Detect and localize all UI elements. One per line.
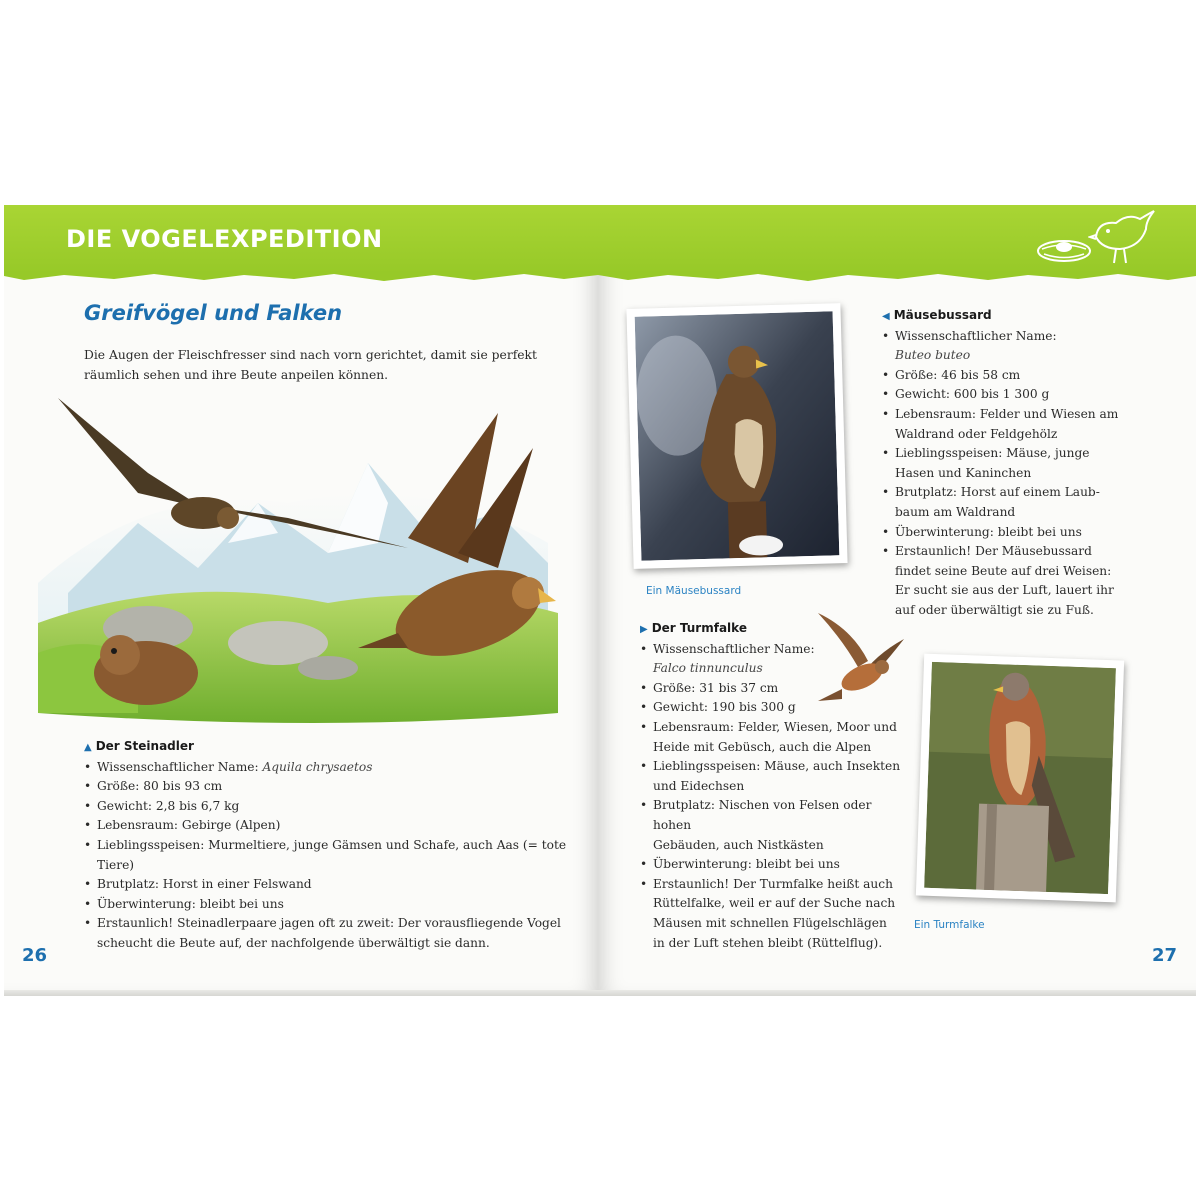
intro-text: Die Augen der Fleischfresser sind nach vorn gerichtet, damit sie perfekt räumlich sehen und ihre Beute anpeilen können.: [84, 348, 537, 382]
fact-item: • Wissenschaftlicher Name:: [640, 640, 910, 660]
fact-item: • Gewicht: 190 bis 300 g: [640, 698, 910, 718]
fact-item: • Größe: 46 bis 58 cm: [882, 366, 1182, 386]
fact-item: • Lebensraum: Gebirge (Alpen): [84, 816, 574, 836]
fact-item: Rüttelfalke, weil er auf der Suche nach: [653, 896, 896, 911]
fact-item: • Wissenschaftlicher Name:: [882, 327, 1182, 347]
fact-item: • Überwinterung: bleibt bei uns: [640, 855, 910, 875]
kestrel-caption: Ein Turmfalke: [914, 919, 985, 931]
buzzard-title: ◀ Mäusebussard: [882, 308, 992, 322]
right-page: [598, 205, 1196, 990]
triangle-marker-icon: ▲: [84, 742, 92, 753]
fact-item: auf oder überwältigt sie zu Fuß.: [895, 602, 1094, 617]
fact-item: Gebäuden, auch Nistkästen: [653, 837, 824, 852]
triangle-marker-icon: ◀: [882, 311, 890, 322]
fact-item: • Größe: 31 bis 37 cm: [640, 679, 910, 699]
fact-item: in der Luft stehen bleibt (Rüttelflug).: [653, 935, 883, 950]
fact-item: • Überwinterung: bleibt bei uns: [882, 523, 1182, 543]
open-book: [4, 205, 1196, 995]
buzzard-photo: [626, 303, 847, 569]
fact-item: • Wissenschaftlicher Name: Aquila chrysaetos: [84, 758, 574, 778]
torn-edge: [598, 271, 1196, 283]
fact-item: • Größe: 80 bis 93 cm: [84, 777, 574, 797]
fact-item: Hasen und Kaninchen: [895, 465, 1032, 480]
latin-name: Falco tinnunculus: [653, 661, 763, 676]
fact-item: • Lebensraum: Felder und Wiesen am: [882, 405, 1182, 425]
banner-left: [4, 205, 598, 273]
bird-doodle-icon: [1088, 207, 1158, 269]
page-heading: Greifvögel und Falken: [84, 301, 343, 325]
buzzard-caption: Ein Mäusebussard: [646, 585, 742, 597]
torn-edge: [4, 271, 598, 283]
triangle-marker-icon: ▶: [640, 624, 648, 635]
steinadler-facts: [84, 737, 574, 954]
banner-right: [598, 205, 1196, 273]
fact-item: • Erstaunlich! Der Turmfalke heißt auch: [640, 875, 910, 895]
fact-item: Mäusen mit schnellen Flügelschlägen: [653, 915, 887, 930]
fact-item: • Lieblingsspeisen: Murmeltiere, junge Gämsen und Schafe, auch Aas (= tote Tiere): [84, 836, 574, 875]
fact-item: • Erstaunlich! Steinadlerpaare jagen oft zu zweit: Der vorausfliegende Vogel scheucht die Beute auf, der nachfolgende überwältigt sie dann.: [84, 914, 574, 953]
book-edge: [4, 990, 1196, 996]
flying-kestrel-illustration: [812, 609, 908, 711]
fact-item: baum am Waldrand: [895, 504, 1016, 519]
kestrel-image: [924, 662, 1116, 894]
fact-item: • Gewicht: 600 bis 1 300 g: [882, 385, 1182, 405]
fact-item: Waldrand oder Feldgehölz: [895, 426, 1058, 441]
steinadler-title: ▲ Der Steinadler: [84, 739, 194, 753]
fact-item: • Lieblingsspeisen: Mäuse, auch Insekten: [640, 757, 910, 777]
fact-item: • Brutplatz: Nischen von Felsen oder hohen: [640, 796, 910, 835]
banner-title: DIE VOGELEXPEDITION: [66, 225, 383, 253]
fact-item: • Überwinterung: bleibt bei uns: [84, 895, 574, 915]
fact-item: • Brutplatz: Horst auf einem Laub-: [882, 483, 1182, 503]
page-number-left: 26: [22, 945, 48, 966]
fact-item: Heide mit Gebüsch, auch die Alpen: [653, 739, 872, 754]
fact-item: • Erstaunlich! Der Mäusebussard: [882, 542, 1182, 562]
fact-item: Er sucht sie aus der Luft, lauert ihr: [895, 583, 1114, 598]
buzzard-facts: [882, 306, 1182, 621]
fact-item: • Brutplatz: Horst in einer Felswand: [84, 875, 574, 895]
fact-item: und Eidechsen: [653, 778, 745, 793]
kestrel-title: ▶ Der Turmfalke: [640, 621, 747, 635]
left-page: [4, 205, 598, 990]
latin-name: Buteo buteo: [895, 348, 971, 363]
eagle-illustration: [28, 393, 568, 733]
fact-item: findet seine Beute auf drei Weisen:: [895, 563, 1112, 578]
kestrel-photo: [916, 654, 1124, 903]
buzzard-image: [635, 311, 840, 560]
fact-item: • Lieblingsspeisen: Mäuse, junge: [882, 444, 1182, 464]
fact-item: • Lebensraum: Felder, Wiesen, Moor und: [640, 718, 910, 738]
latin-name: Aquila chrysaetos: [262, 759, 373, 774]
fact-item: • Gewicht: 2,8 bis 6,7 kg: [84, 797, 574, 817]
page-number-right: 27: [1152, 945, 1178, 966]
